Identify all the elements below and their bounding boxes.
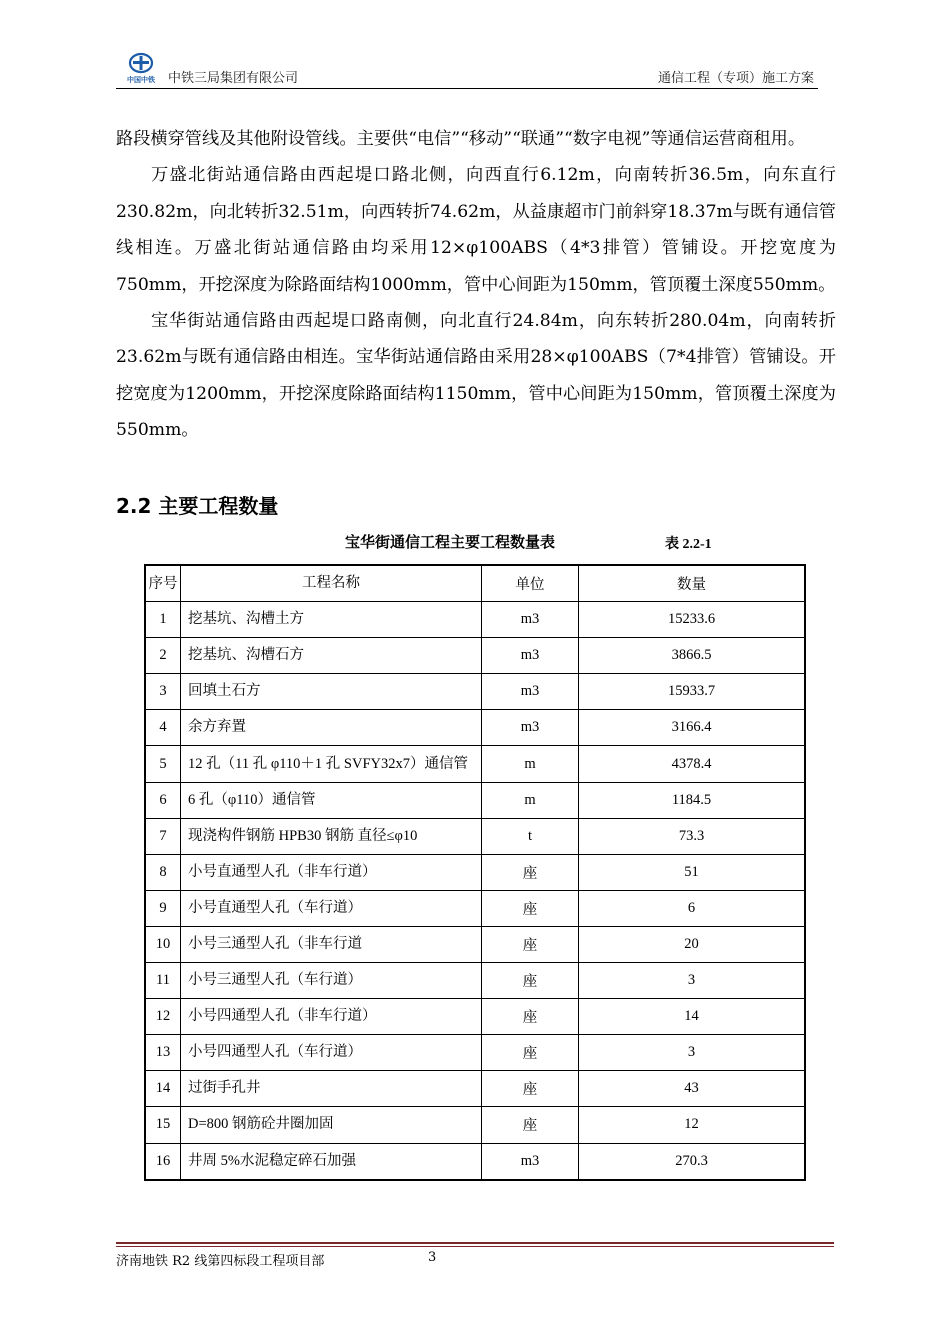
table-row bbox=[145, 1143, 805, 1180]
page-number: 3 bbox=[428, 1250, 437, 1265]
cell-unit: m bbox=[482, 782, 579, 818]
svg-text:中国中铁: 中国中铁 bbox=[127, 76, 155, 84]
cell-name: 挖基坑、沟槽土方 bbox=[181, 602, 482, 638]
cell-no: 13 bbox=[145, 1035, 181, 1071]
table-number: 表 2.2-1 bbox=[665, 537, 712, 552]
cell-unit: 座 bbox=[482, 1071, 579, 1107]
cell-no: 1 bbox=[145, 602, 181, 638]
table-row bbox=[145, 818, 805, 854]
table-body bbox=[145, 602, 805, 1180]
cell-qty: 3166.4 bbox=[579, 710, 806, 746]
cell-no: 9 bbox=[145, 890, 181, 926]
cell-name: 余方弃置 bbox=[181, 710, 482, 746]
cell-name: 6 孔（φ110）通信管 bbox=[181, 782, 482, 818]
cell-unit: m3 bbox=[482, 602, 579, 638]
table-row bbox=[145, 999, 805, 1035]
cell-no: 3 bbox=[145, 674, 181, 710]
table-row bbox=[145, 710, 805, 746]
cell-name: 小号直通型人孔（车行道） bbox=[181, 890, 482, 926]
cell-name: 小号四通型人孔（非车行道） bbox=[181, 999, 482, 1035]
table-row bbox=[145, 1107, 805, 1143]
footer-project: 济南地铁 R2 线第四标段工程项目部 bbox=[116, 1254, 325, 1269]
cell-no: 14 bbox=[145, 1071, 181, 1107]
cell-unit: m3 bbox=[482, 638, 579, 674]
cell-qty: 3 bbox=[579, 963, 806, 999]
header-unit: 单位 bbox=[482, 565, 579, 602]
body-text bbox=[116, 121, 836, 449]
cell-qty: 14 bbox=[579, 999, 806, 1035]
cell-name: 小号三通型人孔（车行道） bbox=[181, 963, 482, 999]
table-row bbox=[145, 782, 805, 818]
cell-no: 5 bbox=[145, 746, 181, 782]
cell-name: 现浇构件钢筋 HPB30 钢筋 直径≤φ10 bbox=[181, 818, 482, 854]
cell-no: 2 bbox=[145, 638, 181, 674]
cell-name: 过街手孔井 bbox=[181, 1071, 482, 1107]
cell-unit: 座 bbox=[482, 926, 579, 962]
table-row bbox=[145, 926, 805, 962]
cell-name: 小号四通型人孔（车行道） bbox=[181, 1035, 482, 1071]
table-row bbox=[145, 746, 805, 782]
cell-qty: 6 bbox=[579, 890, 806, 926]
table-row bbox=[145, 963, 805, 999]
table-row bbox=[145, 674, 805, 710]
paragraph-1: 路段横穿管线及其他附设管线。主要供“电信”“移动”“联通”“数字电视”等通信运营商租用。 bbox=[116, 129, 806, 149]
cell-qty: 51 bbox=[579, 854, 806, 890]
cell-no: 12 bbox=[145, 999, 181, 1035]
footer-rule bbox=[116, 1242, 834, 1244]
table-row bbox=[145, 890, 805, 926]
crec-logo-icon bbox=[124, 52, 158, 84]
cell-qty: 3 bbox=[579, 1035, 806, 1071]
cell-no: 10 bbox=[145, 926, 181, 962]
cell-qty: 73.3 bbox=[579, 818, 806, 854]
cell-qty: 15933.7 bbox=[579, 674, 806, 710]
footer-rule-thin bbox=[116, 1246, 834, 1247]
header-name: 工程名称 bbox=[181, 565, 482, 602]
cell-unit: t bbox=[482, 818, 579, 854]
table-header-row bbox=[145, 565, 805, 602]
table-row bbox=[145, 638, 805, 674]
cell-name: D=800 钢筋砼井圈加固 bbox=[181, 1107, 482, 1143]
cell-no: 8 bbox=[145, 854, 181, 890]
table-row bbox=[145, 602, 805, 638]
cell-qty: 15233.6 bbox=[579, 602, 806, 638]
cell-unit: 座 bbox=[482, 1035, 579, 1071]
cell-unit: m3 bbox=[482, 710, 579, 746]
cell-no: 4 bbox=[145, 710, 181, 746]
quantity-table bbox=[144, 564, 806, 1181]
cell-qty: 20 bbox=[579, 926, 806, 962]
cell-name: 小号三通型人孔（非车行道 bbox=[181, 926, 482, 962]
cell-no: 11 bbox=[145, 963, 181, 999]
cell-unit: 座 bbox=[482, 890, 579, 926]
cell-name: 小号直通型人孔（非车行道） bbox=[181, 854, 482, 890]
cell-qty: 4378.4 bbox=[579, 746, 806, 782]
paragraph-2: 万盛北街站通信路由西起堤口路北侧，向西直行6.12m，向南转折36.5m，向东直行230.82m，向北转折32.51m，向西转折74.62m，从益康超市门前斜穿18.37m与既有通信管线相连。万盛北街站通信路由均采用12×φ100ABS（4*3排管）管铺设。开挖宽度为750mm，开挖深度为除路面结构1000mm，管中心间距为150mm，管顶覆土深度550mm。 bbox=[116, 165, 836, 295]
cell-qty: 1184.5 bbox=[579, 782, 806, 818]
table-row bbox=[145, 1071, 805, 1107]
cell-no: 7 bbox=[145, 818, 181, 854]
header-no: 序号 bbox=[145, 565, 181, 602]
header-company-name: 中铁三局集团有限公司 bbox=[168, 71, 299, 86]
paragraph-3: 宝华街站通信路由西起堤口路南侧，向北直行24.84m，向东转折280.04m，向南转折23.62m与既有通信路由相连。宝华街站通信路由采用28×φ100ABS（7*4排管）管铺设。开挖宽度为1200mm，开挖深度除路面结构1150mm，管中心间距为150mm，管顶覆土深度为550mm。 bbox=[116, 311, 836, 441]
table-row bbox=[145, 854, 805, 890]
cell-unit: 座 bbox=[482, 963, 579, 999]
page-header bbox=[116, 50, 818, 89]
cell-unit: 座 bbox=[482, 999, 579, 1035]
header-document-title: 通信工程（专项）施工方案 bbox=[657, 71, 814, 86]
cell-name: 挖基坑、沟槽石方 bbox=[181, 638, 482, 674]
cell-qty: 270.3 bbox=[579, 1143, 806, 1180]
section-title: 2.2 主要工程数量 bbox=[116, 494, 279, 518]
cell-no: 6 bbox=[145, 782, 181, 818]
cell-unit: 座 bbox=[482, 854, 579, 890]
table-row bbox=[145, 1035, 805, 1071]
table-caption: 宝华街通信工程主要工程数量表 bbox=[345, 533, 556, 551]
cell-unit: 座 bbox=[482, 1107, 579, 1143]
cell-no: 16 bbox=[145, 1143, 181, 1180]
cell-qty: 43 bbox=[579, 1071, 806, 1107]
cell-qty: 12 bbox=[579, 1107, 806, 1143]
cell-name: 12 孔（11 孔 φ110＋1 孔 SVFY32x7）通信管 bbox=[181, 746, 482, 782]
cell-name: 井周 5%水泥稳定碎石加强 bbox=[181, 1143, 482, 1180]
header-qty: 数量 bbox=[579, 565, 806, 602]
cell-name: 回填土石方 bbox=[181, 674, 482, 710]
cell-no: 15 bbox=[145, 1107, 181, 1143]
cell-qty: 3866.5 bbox=[579, 638, 806, 674]
cell-unit: m3 bbox=[482, 674, 579, 710]
cell-unit: m3 bbox=[482, 1143, 579, 1180]
cell-unit: m bbox=[482, 746, 579, 782]
